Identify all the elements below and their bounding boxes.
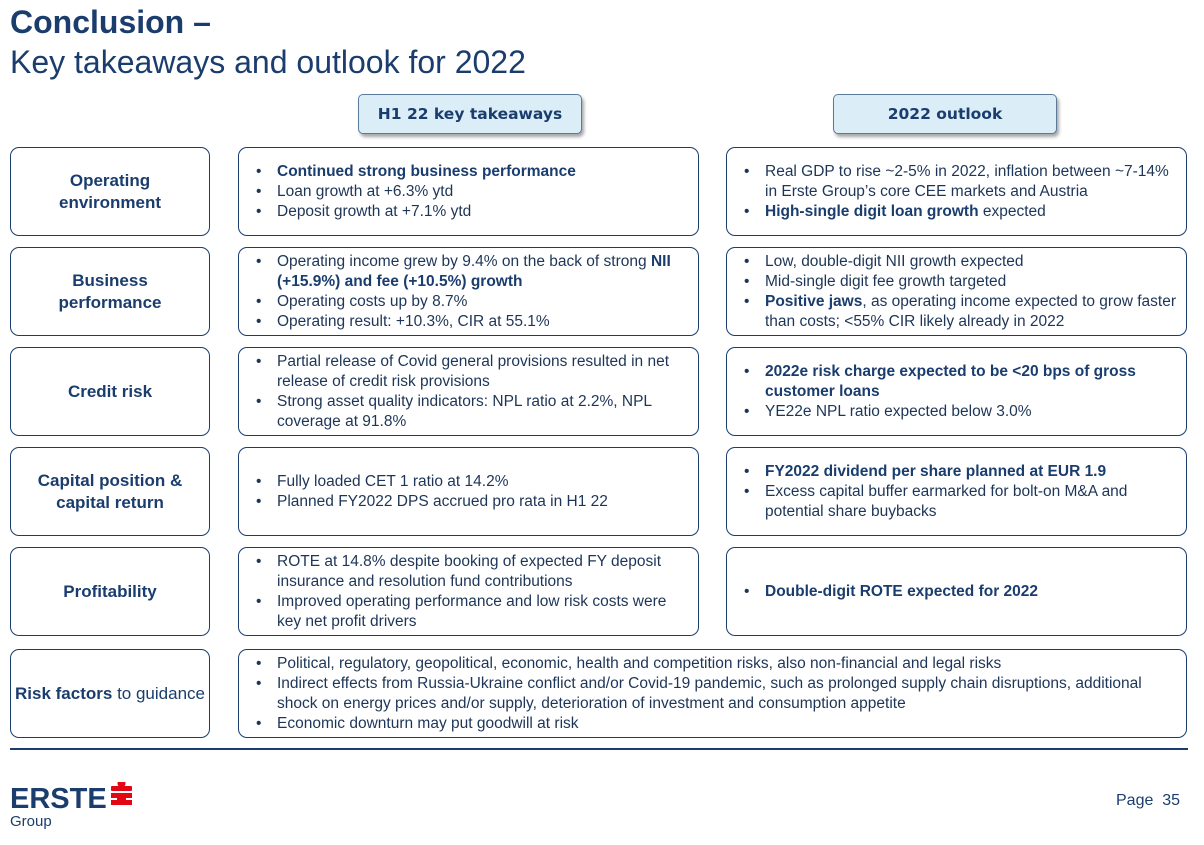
bullet-text: Operating income grew by 9.4% on the back of strong (277, 252, 651, 270)
risk-item: • Political, regulatory, geopolitical, economic, health and competition risks, also non-financial and legal risks (253, 654, 1176, 674)
page-number (1116, 792, 1180, 810)
erste-logo-icon (10, 782, 140, 832)
risk-label-rest: to guidance (112, 683, 205, 703)
takeaway-item (253, 252, 688, 292)
bullet-text: YE22e NPL ratio expected below 3.0% (765, 402, 1032, 420)
takeaway-item (253, 492, 688, 512)
risk-item: • Indirect effects from Russia-Ukraine conflict and/or Covid-19 pandemic, such as prolonged supply chain disruptions, additional shock on energy prices and/or supply, deterioration of investment and consumption appetite (253, 674, 1176, 714)
page-label: Page (1116, 792, 1154, 809)
outlook-item (741, 482, 1176, 522)
logo-group-text: Group (10, 813, 52, 830)
risk-label-bold: Risk factors (15, 683, 113, 703)
bullet-text: Deposit growth at +7.1% ytd (277, 202, 472, 220)
bullet-bold-text: Positive jaws (765, 292, 863, 310)
takeaways-column-header: H1 22 key takeaways (358, 94, 582, 134)
bullet-text: Low, double-digit NII growth expected (765, 252, 1024, 270)
takeaway-item (253, 592, 688, 632)
takeaway-item (253, 292, 688, 312)
bullet-text: Mid-single digit fee growth targeted (765, 272, 1007, 290)
row-label: Capital position & capital return (10, 447, 210, 536)
takeaways-box (238, 247, 699, 336)
row-label: Operating environment (10, 147, 210, 236)
bullet-text: Partial release of Covid general provisions resulted in net release of credit risk provisions (277, 352, 670, 390)
outlook-column-header: 2022 outlook (833, 94, 1057, 134)
slide-title: Conclusion – (10, 4, 211, 40)
outlook-item (741, 292, 1176, 332)
bullet-text: expected (978, 202, 1046, 220)
takeaway-item (253, 352, 688, 392)
risk-item: • Economic downturn may put goodwill at risk (253, 714, 1176, 734)
takeaway-item (253, 552, 688, 592)
outlook-item (741, 252, 1176, 272)
takeaway-item (253, 202, 688, 222)
takeaways-box (238, 447, 699, 536)
bullet-text: Planned FY2022 DPS accrued pro rata in H1 22 (277, 492, 608, 510)
takeaways-box (238, 547, 699, 636)
bullet-text: Fully loaded CET 1 ratio at 14.2% (277, 472, 509, 490)
takeaways-box (238, 347, 699, 436)
bullet-text: Improved operating performance and low risk costs were key net profit drivers (277, 592, 667, 630)
outlook-item (741, 582, 1176, 602)
bullet-text: Real GDP to rise ~2-5% in 2022, inflation between ~7-14% in Erste Group’s core CEE markets and Austria (765, 162, 1169, 200)
outlook-item (741, 402, 1176, 422)
risk-factors-label (10, 649, 210, 738)
outlook-item (741, 202, 1176, 222)
page-number-value: 35 (1162, 792, 1181, 809)
bullet-text: Strong asset quality indicators: NPL ratio at 2.2%, NPL coverage at 91.8% (277, 392, 652, 430)
takeaway-item (253, 472, 688, 492)
takeaway-item (253, 312, 688, 332)
footer-rule (10, 748, 1188, 750)
slide-subtitle: Key takeaways and outlook for 2022 (10, 44, 526, 80)
row-label: Credit risk (10, 347, 210, 436)
takeaways-box (238, 147, 699, 236)
bullet-bold-text: FY2022 dividend per share planned at EUR 1.9 (765, 462, 1107, 480)
bullet-bold-text: Double-digit ROTE expected for 2022 (765, 582, 1039, 600)
row-label: Business performance (10, 247, 210, 336)
outlook-item (741, 162, 1176, 202)
row-label: Profitability (10, 547, 210, 636)
logo-s-mark (111, 782, 132, 805)
outlook-box (726, 447, 1187, 536)
bullet-bold-text: High-single digit loan growth (765, 202, 979, 220)
bullet-text: Operating costs up by 8.7% (277, 292, 468, 310)
takeaway-item (253, 162, 688, 182)
bullet-text: , as operating income expected to grow faster than costs; <55% CIR likely already in 2022 (765, 292, 1176, 330)
takeaway-item (253, 182, 688, 202)
takeaway-item (253, 392, 688, 432)
bullet-text: Loan growth at +6.3% ytd (277, 182, 454, 200)
erste-group-logo (10, 782, 140, 837)
outlook-box (726, 147, 1187, 236)
outlook-box (726, 347, 1187, 436)
outlook-box (726, 247, 1187, 336)
outlook-item (741, 362, 1176, 402)
bullet-text: ROTE at 14.8% despite booking of expected FY deposit insurance and resolution fund contributions (277, 552, 662, 590)
bullet-text: Operating result: +10.3%, CIR at 55.1% (277, 312, 550, 330)
outlook-box (726, 547, 1187, 636)
bullet-bold-text: Continued strong business performance (277, 162, 576, 180)
risk-factors-box (238, 649, 1187, 738)
bullet-bold-text: NII (+15.9%) and fee (+10.5%) growth (277, 252, 671, 290)
bullet-text: Excess capital buffer earmarked for bolt-on M&A and potential share buybacks (765, 482, 1128, 520)
logo-wordmark: ERSTE (10, 783, 107, 815)
outlook-item (741, 272, 1176, 292)
outlook-item (741, 462, 1176, 482)
bullet-bold-text: 2022e risk charge expected to be <20 bps of gross customer loans (765, 362, 1136, 400)
